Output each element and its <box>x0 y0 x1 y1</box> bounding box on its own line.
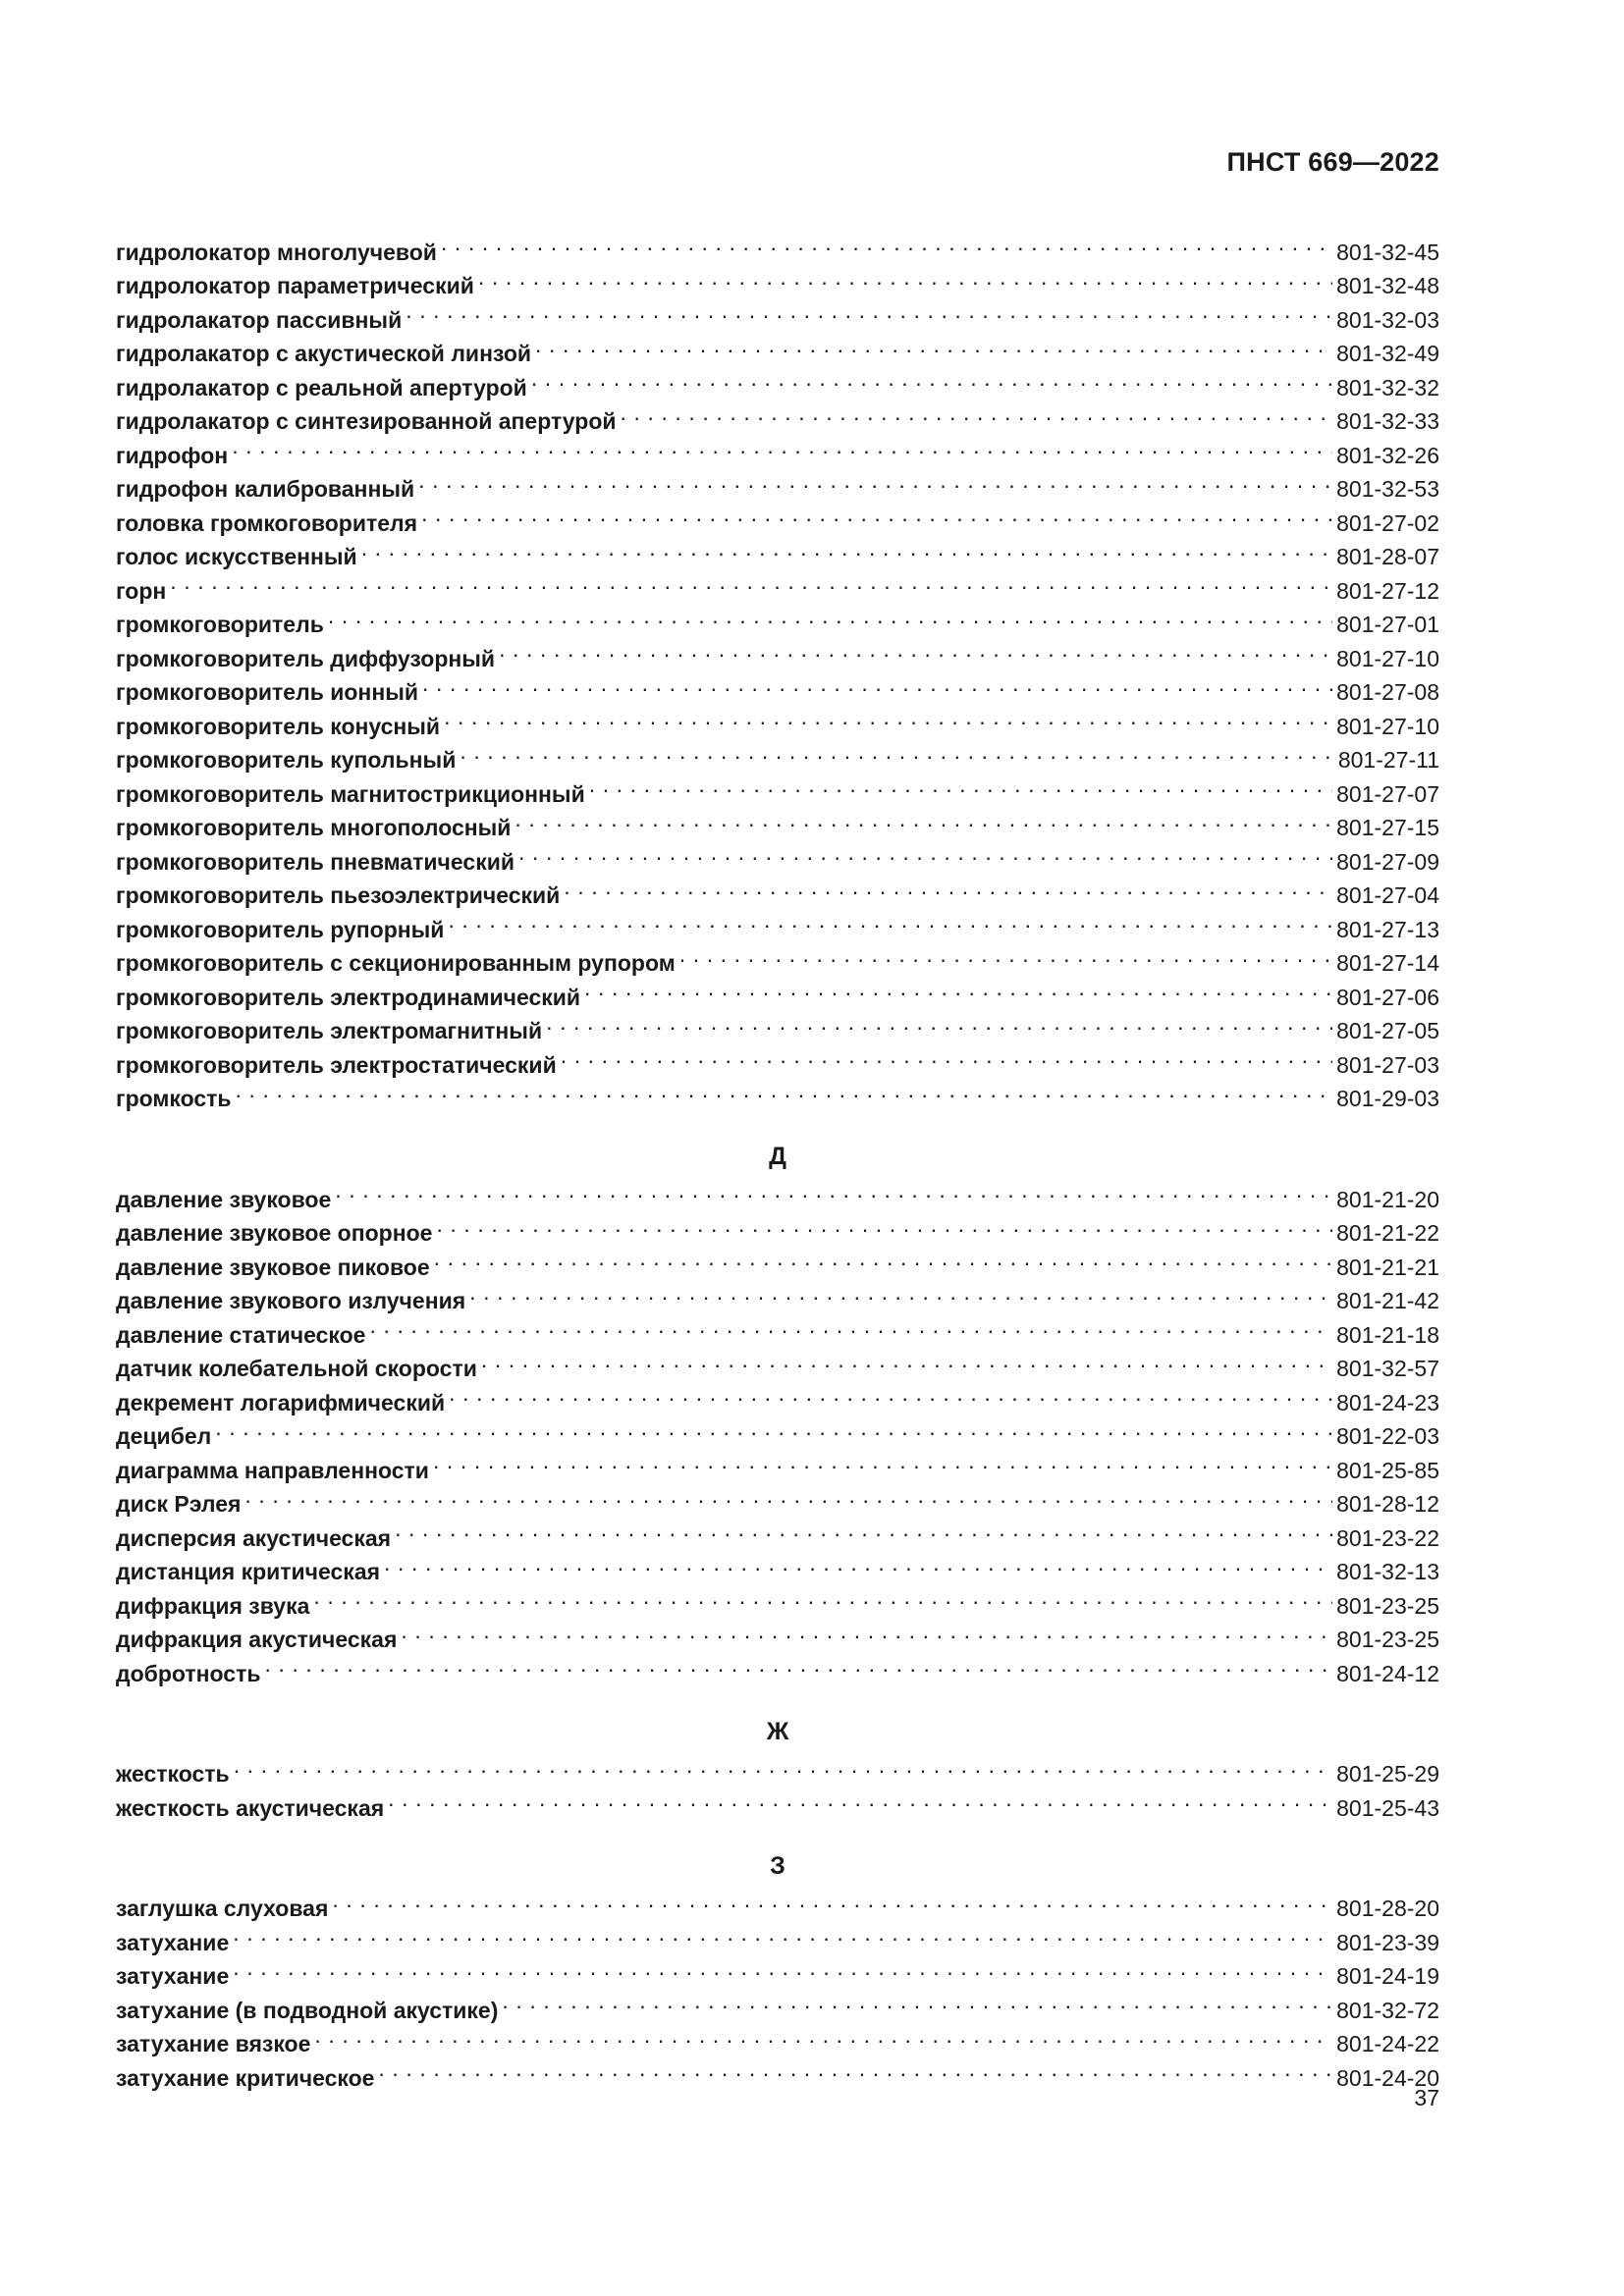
index-entry <box>116 1579 1439 1619</box>
entry-term: громкоговоритель с секционированным рупором <box>116 950 676 976</box>
index-entry <box>116 1647 1439 1686</box>
index-entry <box>116 1950 1439 1989</box>
entry-reference: 801-27-02 <box>1336 509 1439 536</box>
entry-term: громкоговоритель многополосный <box>116 815 512 840</box>
dot-leader <box>514 802 1332 836</box>
dot-leader <box>232 429 1332 463</box>
dot-leader <box>378 2052 1332 2086</box>
entry-reference: 801-27-07 <box>1336 780 1439 807</box>
entry-reference: 801-25-29 <box>1336 1761 1439 1787</box>
dot-leader <box>388 1782 1332 1816</box>
dot-leader <box>335 1173 1332 1207</box>
index-entry <box>116 1916 1439 1955</box>
entry-reference: 801-32-72 <box>1336 1997 1439 2023</box>
entry-term: затухание критическое <box>116 2064 375 2091</box>
dot-leader <box>328 599 1332 633</box>
entry-reference: 801-24-23 <box>1336 1389 1439 1415</box>
dot-leader <box>236 1073 1333 1107</box>
dot-leader <box>233 1916 1332 1950</box>
entry-term: гидролакатор с синтезированной апертурой <box>116 408 617 434</box>
entry-term: давление статическое <box>116 1321 366 1348</box>
dot-leader <box>502 1984 1332 2018</box>
entry-reference: 801-24-22 <box>1336 2031 1439 2056</box>
index-entry <box>116 599 1439 637</box>
dot-leader <box>535 328 1332 362</box>
index-entry <box>116 1883 1439 1921</box>
entry-term: громкоговоритель электродинамический <box>116 984 581 1010</box>
entry-term: добротность <box>116 1660 261 1686</box>
entry-term: затухание (в подводной акустике) <box>116 1997 499 2023</box>
entry-reference: 801-27-14 <box>1336 950 1439 976</box>
dot-leader <box>384 1546 1332 1580</box>
entry-term: громкоговоритель <box>116 612 324 637</box>
entry-reference: 801-23-25 <box>1336 1627 1439 1652</box>
entry-reference: 801-32-13 <box>1336 1559 1439 1584</box>
entry-term: затухание вязкое <box>116 2031 311 2056</box>
dot-leader <box>406 294 1332 328</box>
entry-reference: 801-27-10 <box>1336 645 1439 671</box>
entry-term: гидролокатор многолучевой <box>116 239 437 265</box>
entry-reference: 801-32-32 <box>1336 374 1439 400</box>
dot-leader <box>546 1005 1332 1040</box>
entry-term: давление звуковое <box>116 1186 332 1212</box>
dot-leader <box>499 632 1332 667</box>
entry-reference: 801-27-08 <box>1336 679 1439 705</box>
page-number: 37 <box>1414 2085 1439 2110</box>
dot-leader <box>481 1343 1332 1377</box>
dot-leader <box>314 2018 1332 2053</box>
index-entry <box>116 1748 1439 1787</box>
entry-term: диск Рэлея <box>116 1491 242 1517</box>
entry-reference: 801-32-33 <box>1336 408 1439 434</box>
entry-reference: 801-32-48 <box>1336 273 1439 298</box>
dot-leader <box>234 1748 1332 1783</box>
dot-leader <box>264 1647 1332 1682</box>
entry-term: заглушка слуховая <box>116 1896 329 1921</box>
entry-term: громкоговоритель пневматический <box>116 848 514 875</box>
term-index <box>116 226 1439 2091</box>
entry-term: голос искусственный <box>116 544 357 569</box>
dot-leader <box>584 971 1332 1005</box>
entry-reference: 801-27-05 <box>1336 1018 1439 1043</box>
dot-leader <box>361 531 1332 565</box>
entry-reference: 801-27-10 <box>1336 713 1439 739</box>
entry-term: гидролакатор с акустической линзой <box>116 341 532 366</box>
entry-term: давление звуковое опорное <box>116 1220 433 1246</box>
entry-reference: 801-27-01 <box>1336 612 1439 637</box>
entry-reference: 801-27-12 <box>1336 577 1439 604</box>
entry-term: дифракция звука <box>116 1592 310 1619</box>
index-entry <box>116 1444 1439 1483</box>
dot-leader <box>233 1950 1332 1985</box>
dot-leader <box>589 768 1332 802</box>
dot-leader <box>215 1411 1332 1445</box>
entry-reference: 801-21-20 <box>1336 1186 1439 1212</box>
dot-leader <box>422 667 1332 701</box>
entry-term: громкоговоритель магнитострикционный <box>116 780 585 807</box>
entry-term: громкоговоритель ионный <box>116 679 418 705</box>
dot-leader <box>531 361 1332 396</box>
entry-reference: 801-24-20 <box>1336 2064 1439 2091</box>
entry-term: давление звуковое пиковое <box>116 1254 430 1280</box>
index-entry <box>116 1512 1439 1551</box>
dot-leader <box>561 1039 1332 1073</box>
entry-reference: 801-27-09 <box>1336 848 1439 875</box>
entry-reference: 801-27-04 <box>1336 882 1439 908</box>
index-entry <box>116 1984 1439 2023</box>
entry-term: гидролакатор пассивный <box>116 306 403 333</box>
entry-term: гидролокатор параметрический <box>116 273 474 298</box>
entry-term: давление звукового излучения <box>116 1288 466 1313</box>
dot-leader <box>444 700 1332 734</box>
entry-term: громкоговоритель электростатический <box>116 1051 557 1078</box>
entry-reference: 801-22-03 <box>1336 1423 1439 1449</box>
dot-leader <box>369 1308 1332 1343</box>
index-entry <box>116 1478 1439 1517</box>
dot-leader <box>518 835 1332 870</box>
entry-reference: 801-24-19 <box>1336 1963 1439 1989</box>
section-letter: Ж <box>766 1717 789 1745</box>
entry-term: затухание <box>116 1963 230 1989</box>
dot-leader <box>434 1241 1333 1275</box>
entry-term: гидролакатор с реальной апертурой <box>116 374 527 400</box>
dot-leader <box>244 1478 1332 1513</box>
section-letter: З <box>770 1851 785 1880</box>
entry-term: датчик колебательной скорости <box>116 1356 477 1381</box>
entry-reference: 801-24-12 <box>1336 1660 1439 1686</box>
index-entry <box>116 1073 1439 1111</box>
entry-reference: 801-27-03 <box>1336 1051 1439 1078</box>
index-entry <box>116 226 1439 265</box>
entry-reference: 801-28-12 <box>1336 1491 1439 1517</box>
entry-term: дисперсия акустическая <box>116 1524 392 1551</box>
entry-reference: 801-32-26 <box>1336 442 1439 468</box>
dot-leader <box>313 1579 1332 1614</box>
entry-reference: 801-32-53 <box>1336 476 1439 502</box>
entry-term: громкоговоритель диффузорный <box>116 645 496 671</box>
section-letter: Д <box>769 1143 786 1170</box>
index-entry <box>116 2018 1439 2056</box>
entry-reference: 801-27-15 <box>1336 815 1439 840</box>
dot-leader <box>436 1207 1332 1242</box>
entry-reference: 801-29-03 <box>1336 1086 1439 1111</box>
entry-reference: 801-23-22 <box>1336 1524 1439 1551</box>
entry-reference: 801-23-25 <box>1336 1592 1439 1619</box>
entry-term: громкоговоритель электромагнитный <box>116 1018 543 1043</box>
index-entry <box>116 429 1439 468</box>
entry-term: дифракция акустическая <box>116 1627 398 1652</box>
dot-leader <box>395 1512 1332 1546</box>
dot-leader <box>621 396 1333 430</box>
entry-reference: 801-28-07 <box>1336 544 1439 569</box>
entry-reference: 801-23-39 <box>1336 1929 1439 1955</box>
entry-reference: 801-21-18 <box>1336 1321 1439 1348</box>
entry-term: дистанция критическая <box>116 1559 381 1584</box>
index-entry <box>116 564 1439 604</box>
entry-term: жесткость <box>116 1761 230 1787</box>
dot-leader <box>564 870 1332 904</box>
dot-leader <box>418 463 1332 498</box>
entry-reference: 801-32-49 <box>1336 341 1439 366</box>
entry-term: громкоговоритель пьезоэлектрический <box>116 882 561 908</box>
entry-reference: 801-27-11 <box>1337 747 1439 773</box>
dot-leader <box>421 497 1332 531</box>
entry-term: громкоговоритель купольный <box>116 747 457 773</box>
entry-reference: 801-27-13 <box>1336 916 1439 942</box>
dot-leader <box>478 260 1332 294</box>
entry-term: громкость <box>116 1086 232 1111</box>
index-entry <box>116 1411 1439 1449</box>
dot-leader <box>170 564 1332 599</box>
dot-leader <box>449 1376 1332 1411</box>
entry-term: горн <box>116 577 167 604</box>
entry-reference: 801-21-22 <box>1336 1220 1439 1246</box>
entry-reference: 801-21-42 <box>1336 1288 1439 1313</box>
entry-term: гидрофон калиброванный <box>116 476 415 502</box>
index-entry <box>116 1614 1439 1652</box>
entry-term: диаграмма направленности <box>116 1457 429 1483</box>
dot-leader <box>448 903 1332 937</box>
index-entry <box>116 1173 1439 1212</box>
entry-term: гидрофон <box>116 442 229 468</box>
document-header: ПНСТ 669—2022 <box>1226 147 1439 177</box>
dot-leader <box>433 1444 1332 1478</box>
entry-reference: 801-32-57 <box>1336 1356 1439 1381</box>
entry-reference: 801-21-21 <box>1336 1254 1439 1280</box>
index-entry <box>116 463 1439 502</box>
dot-leader <box>441 226 1332 260</box>
entry-reference: 801-27-06 <box>1336 984 1439 1010</box>
entry-term: громкоговоритель конусный <box>116 713 441 739</box>
entry-reference: 801-32-45 <box>1336 239 1439 265</box>
entry-reference: 801-25-85 <box>1336 1457 1439 1483</box>
dot-leader <box>460 734 1334 769</box>
entry-term: громкоговоритель рупорный <box>116 916 445 942</box>
entry-reference: 801-28-20 <box>1336 1896 1439 1921</box>
index-entry <box>116 1782 1439 1821</box>
entry-reference: 801-25-43 <box>1336 1794 1439 1821</box>
dot-leader <box>332 1883 1332 1917</box>
dot-leader <box>679 937 1332 972</box>
entry-term: децибел <box>116 1423 212 1449</box>
entry-term: жесткость акустическая <box>116 1794 385 1821</box>
dot-leader <box>469 1275 1332 1309</box>
entry-reference: 801-32-03 <box>1336 306 1439 333</box>
entry-term: затухание <box>116 1929 230 1955</box>
entry-term: декремент логарифмический <box>116 1389 446 1415</box>
entry-term: головка громкоговорителя <box>116 509 418 536</box>
dot-leader <box>401 1614 1332 1648</box>
